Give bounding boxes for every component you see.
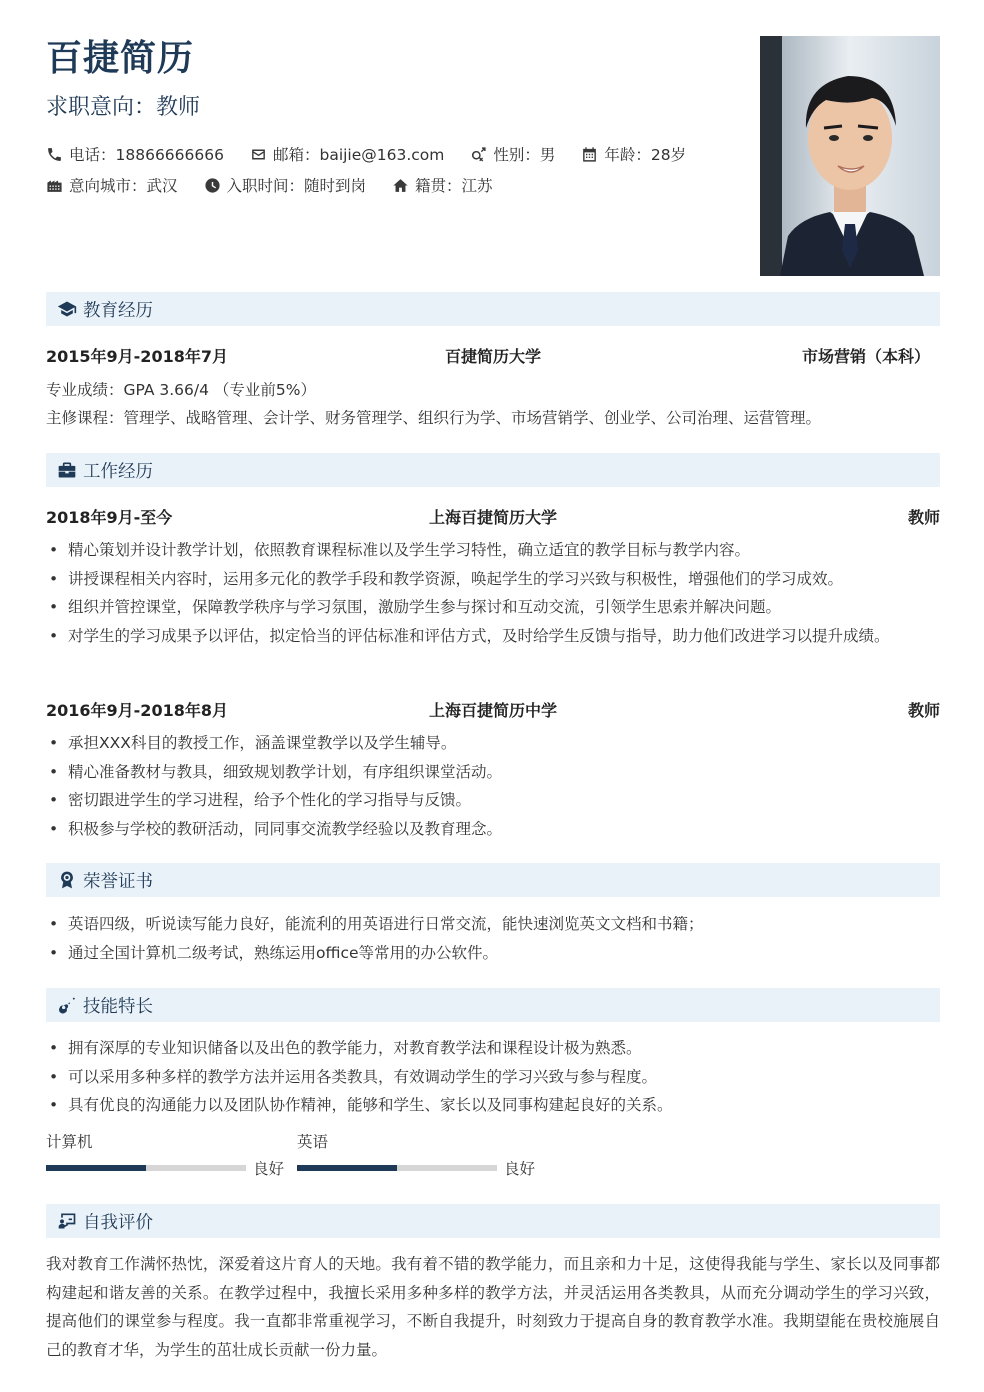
- skill-level: 良好: [504, 1160, 536, 1178]
- section-work: [46, 453, 940, 487]
- list-item: • 具有优良的沟通能力以及团队协作精神，能够和学生、家长以及同事构建起良好的关系。: [46, 1091, 940, 1120]
- job-org: 上海百捷简历中学: [428, 701, 557, 720]
- skill-name: 计算机: [46, 1133, 93, 1151]
- list-item: • 积极参与学校的教研活动，同同事交流教学经验以及教育理念。: [46, 815, 940, 844]
- info-gender-text: 性别：男: [493, 146, 556, 164]
- job-role: 教师: [907, 508, 940, 527]
- education-school: 百捷简历大学: [444, 347, 541, 366]
- info-start-text: 入职时间：随时到岗: [226, 177, 367, 195]
- section-skills: [46, 988, 940, 1022]
- phone-icon: [46, 146, 63, 163]
- info-email-text: 邮箱：baijie@163.com: [272, 146, 445, 164]
- list-item: • 通过全国计算机二级考试，熟练运用office等常用的办公软件。: [46, 939, 940, 968]
- section-honors: [46, 863, 940, 897]
- list-item: • 对学生的学习成果予以评估，拟定恰当的评估标准和评估方式，及时给学生反馈与指导，助力他们改进学习以提升成绩。: [46, 622, 940, 651]
- education-gpa: 专业成绩：GPA 3.66/4 （专业前5%）: [46, 381, 317, 399]
- job-bullets: [46, 729, 940, 843]
- info-hometown: [392, 174, 493, 196]
- section-honors-title: 荣誉证书: [83, 871, 153, 892]
- skills-bullets: [46, 1034, 940, 1120]
- list-item: • 可以采用多种多样的教学方法并运用各类教具，有效调动学生的学习兴致与参与程度。: [46, 1063, 940, 1092]
- info-hometown-text: 籍贯：江苏: [415, 177, 493, 195]
- list-item: • 讲授课程相关内容时，运用多元化的教学手段和教学资源，唤起学生的学习兴致与积极性，增强他们的学习成效。: [46, 565, 940, 594]
- list-item: • 英语四级，听说读写能力良好，能流利的用英语进行日常交流，能快速浏览英文文档和书籍；: [46, 910, 940, 939]
- self-eval-text: 我对教育工作满怀热忱，深爱着这片育人的天地。我有着不错的教学能力，而且亲和力十足，这使得我能与学生、家长以及同事都构建起和谐友善的关系。在教学过程中，我擅长采用多种多样的教学方法，并灵活运用各类教具，从而充分调动学生的学习兴致，提高他们的课堂参与程度。我一直都非常重视学习，不断自我提升，时刻致力于提高自身的教育教学水准。我期望能在贵校施展自己的教育才华，为学生的茁壮成长贡献一份力量。: [46, 1255, 940, 1359]
- job-bullets: [46, 536, 940, 650]
- education-major: 市场营销（本科）: [801, 347, 930, 366]
- guitar-icon: [57, 995, 77, 1015]
- list-item: • 拥有深厚的专业知识储备以及出色的教学能力，对教育教学法和课程设计极为熟悉。: [46, 1034, 940, 1063]
- job-row: [46, 698, 940, 724]
- info-email: [250, 143, 444, 165]
- section-education: [46, 292, 940, 326]
- info-age: [581, 143, 686, 165]
- info-phone: [46, 143, 224, 165]
- education-row: [46, 344, 940, 370]
- skill-bar-fill: [46, 1165, 146, 1171]
- info-city-text: 意向城市：武汉: [69, 177, 178, 195]
- section-self-eval: [46, 1204, 940, 1238]
- presenter-icon: [57, 1211, 77, 1231]
- education-courses: 主修课程：管理学、战略管理、会计学、财务管理学、组织行为学、市场营销学、创业学、公司治理、运营管理。: [46, 409, 822, 427]
- education-period: 2015年9月-2018年7月: [46, 347, 228, 366]
- info-phone-text: 电话：18866666666: [69, 146, 224, 164]
- info-city: [46, 174, 178, 196]
- job-period: 2018年9月-至今: [46, 508, 173, 527]
- info-start: [204, 174, 367, 196]
- info-row-1: [46, 143, 712, 165]
- skill-level: 良好: [253, 1160, 285, 1178]
- home-icon: [392, 177, 409, 194]
- skill-bar-fill: [297, 1165, 397, 1171]
- skill-bar: [297, 1165, 497, 1171]
- job-role: 教师: [907, 701, 940, 720]
- resume-name: 百捷简历: [46, 38, 195, 79]
- briefcase-icon: [57, 460, 77, 480]
- profile-photo: [760, 36, 940, 276]
- job-row: [46, 505, 940, 531]
- clock-icon: [204, 177, 221, 194]
- info-age-text: 年龄：28岁: [604, 146, 687, 164]
- list-item: • 精心策划并设计教学计划，依照教育课程标准以及学生学习特性，确立适宜的教学目标与教学内容。: [46, 536, 940, 565]
- section-skills-title: 技能特长: [83, 996, 153, 1017]
- info-gender: [470, 143, 555, 165]
- info-row-2: [46, 174, 519, 196]
- building-icon: [46, 177, 63, 194]
- job-period: 2016年9月-2018年8月: [46, 701, 228, 720]
- section-education-title: 教育经历: [83, 300, 153, 321]
- email-icon: [250, 146, 267, 163]
- job-intent: 求职意向：教师: [46, 95, 201, 120]
- section-self-eval-title: 自我评价: [83, 1212, 153, 1233]
- graduation-cap-icon: [57, 299, 77, 319]
- list-item: • 承担XXX科目的教授工作，涵盖课堂教学以及学生辅导。: [46, 729, 940, 758]
- calendar-icon: [581, 146, 598, 163]
- section-work-title: 工作经历: [83, 461, 153, 482]
- skill-bar: [46, 1165, 246, 1171]
- list-item: • 组织并管控课堂，保障教学秩序与学习氛围，激励学生参与探讨和互动交流，引领学生思索并解决问题。: [46, 593, 940, 622]
- honors-bullets: [46, 910, 940, 967]
- list-item: • 精心准备教材与教具，细致规划教学计划，有序组织课堂活动。: [46, 758, 940, 787]
- gender-icon: [470, 146, 487, 163]
- award-icon: [57, 870, 77, 890]
- job-org: 上海百捷简历大学: [428, 508, 557, 527]
- skill-name: 英语: [297, 1133, 329, 1151]
- list-item: • 密切跟进学生的学习进程，给予个性化的学习指导与反馈。: [46, 786, 940, 815]
